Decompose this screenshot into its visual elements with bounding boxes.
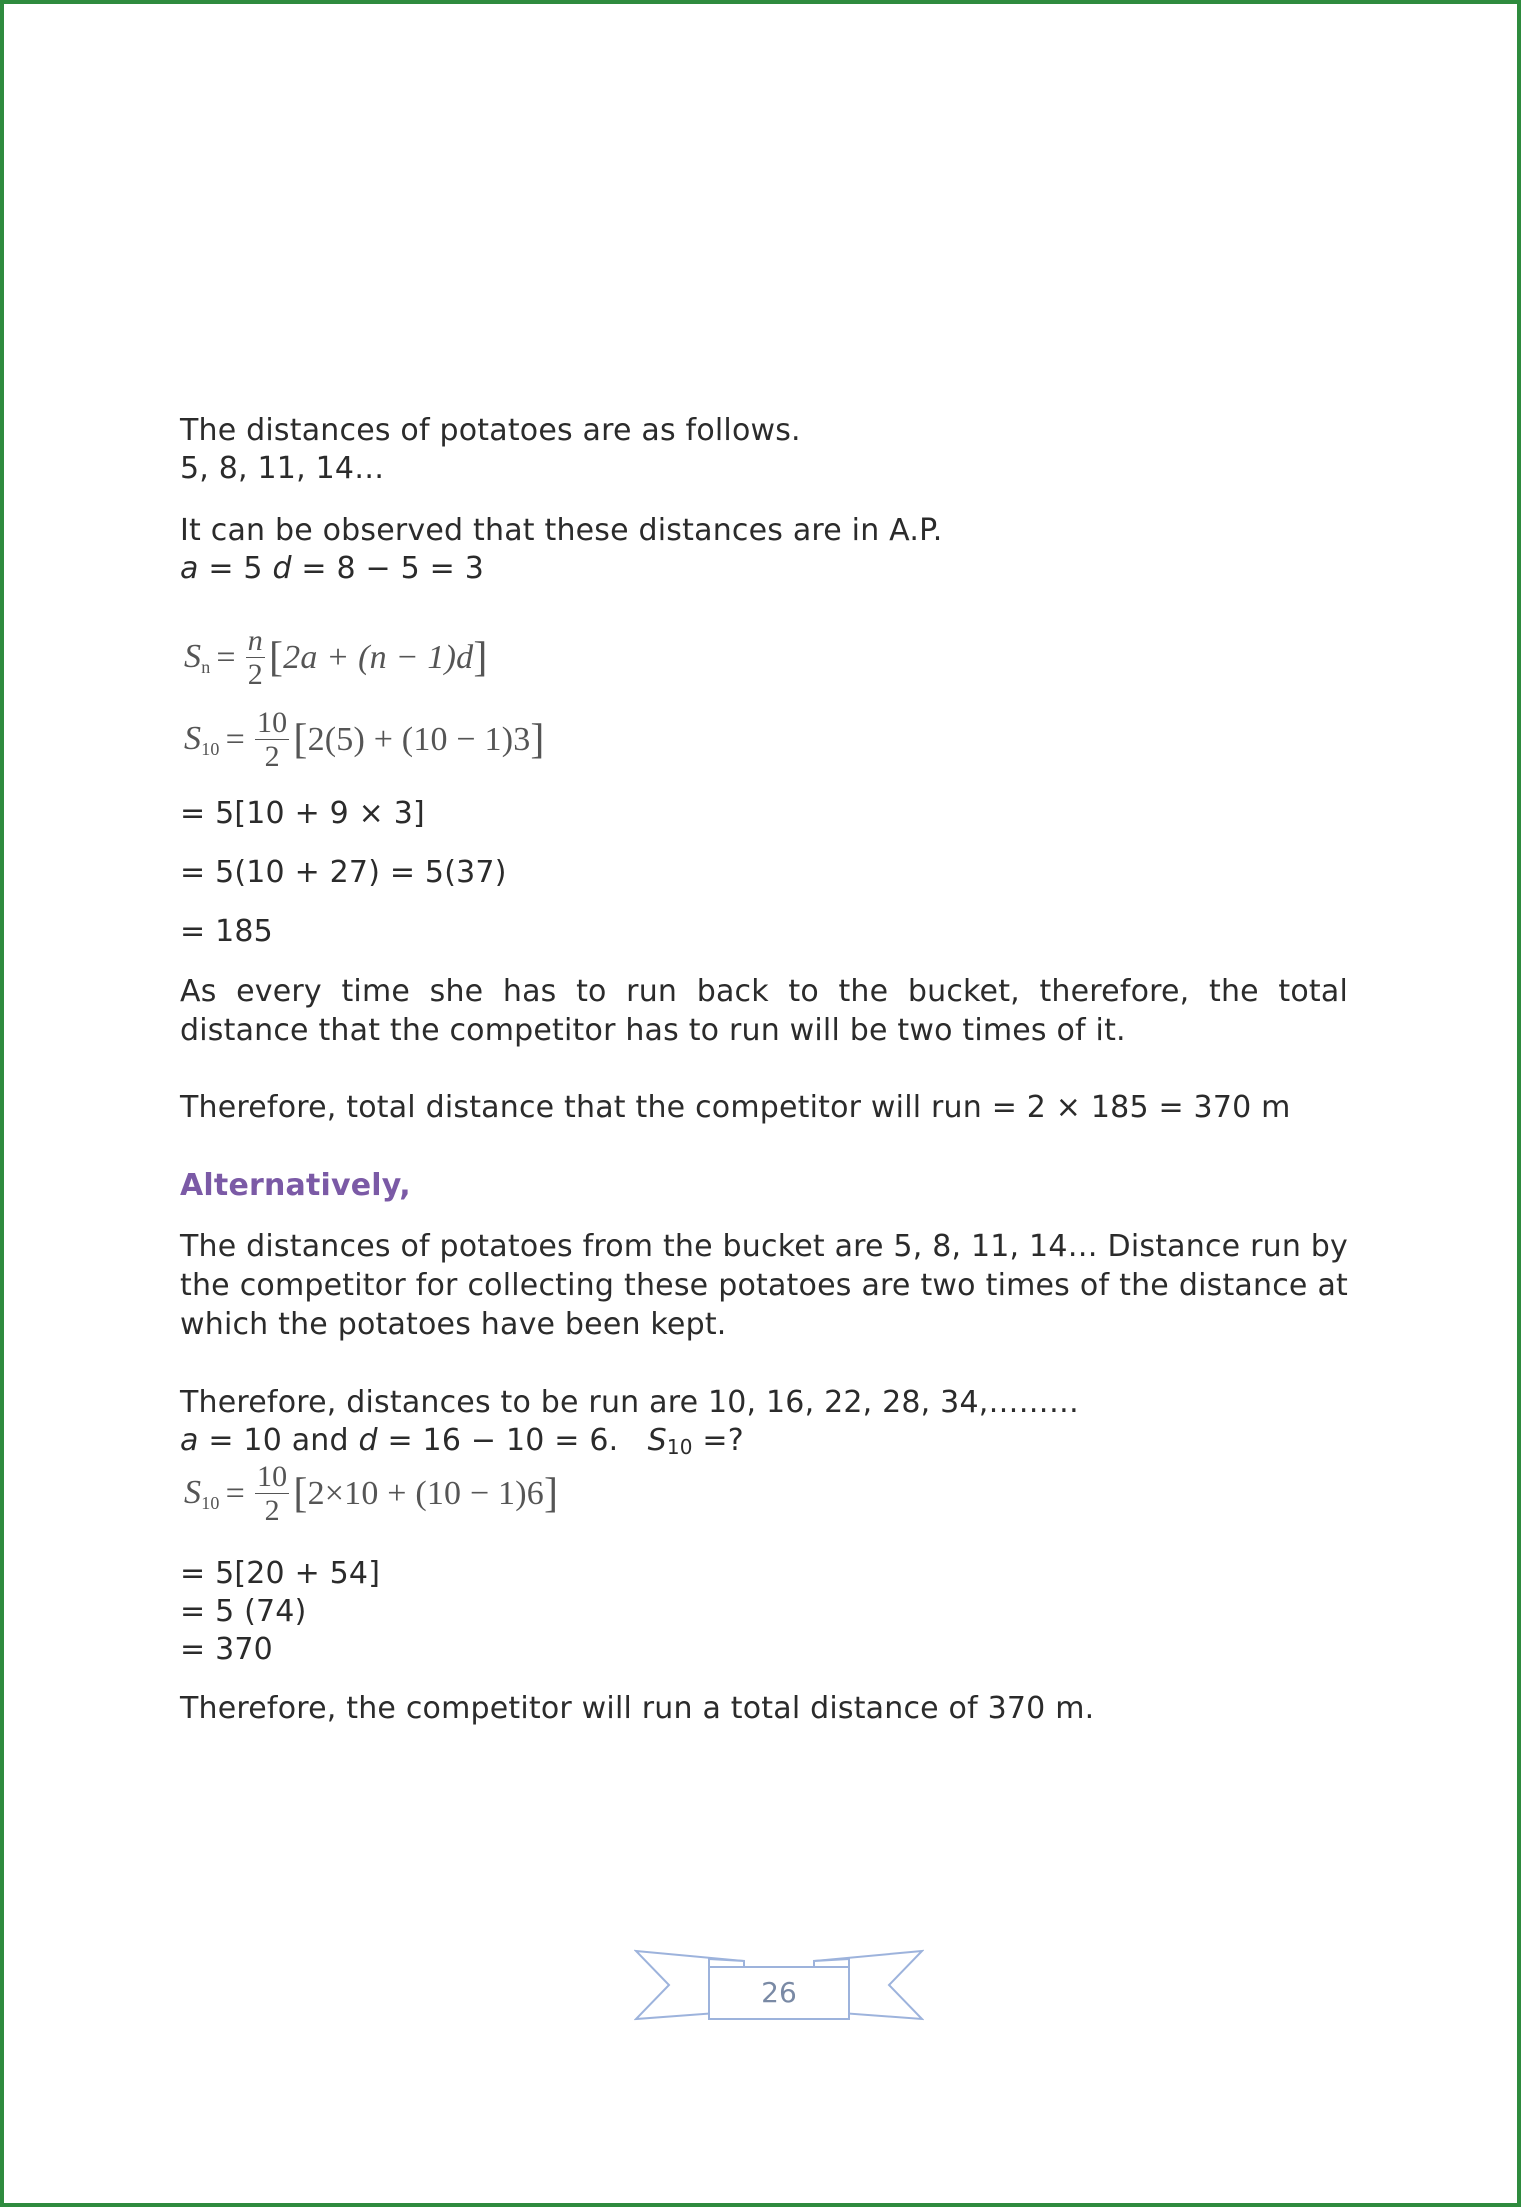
run-distances-text: Therefore, distances to be run are 10, 16, 22, 28, 34,……… <box>180 1385 1080 1420</box>
observation-text: It can be observed that these distances are in A.P. <box>180 513 943 548</box>
sequence-text: 5, 8, 11, 14… <box>180 451 385 486</box>
fraction: $\frac{n}{2}$ <box>247 624 263 691</box>
sum-formula-s10-first: $S_{10}$ = $\frac{10}{2}$ [ 2(5) + (10 − 1)3 ] <box>184 706 545 773</box>
var-a: a <box>180 551 199 586</box>
intro-text: The distances of potatoes are as follows. <box>180 413 801 448</box>
step-line: = 5[10 + 9 × 3] <box>180 796 425 831</box>
sum-formula-s10-second: $S_{10}$ = $\frac{10}{2}$ [ 2×10 + (10 − 1)6 ] <box>184 1460 559 1527</box>
d-value: = 8 − 5 = 3 <box>291 551 484 586</box>
step-line: = 370 <box>180 1632 273 1667</box>
step-line: = 5(10 + 27) = 5(37) <box>180 855 507 890</box>
var-d: d <box>272 551 292 586</box>
sum-formula-general: $S_n$ = $\frac{n}{2}$ [ 2a + (n − 1)d ] <box>184 624 488 691</box>
page-number: 26 <box>761 1976 797 2009</box>
alternative-paragraph: The distances of potatoes from the bucket are 5, 8, 11, 14… Distance run by the competitor for collecting these potatoes are two times of the distance at which the potatoes have been kept. <box>180 1229 1348 1342</box>
run-back-paragraph: As every time she has to run back to the bucket, therefore, the total distance that the competitor has to run will be two times of it. <box>180 974 1348 1048</box>
a-value: = 5 <box>198 551 273 586</box>
step-line: = 185 <box>180 914 273 949</box>
alternatively-heading: Alternatively, <box>180 1168 411 1203</box>
step-line: = 5 (74) <box>180 1594 307 1629</box>
a-d-values <box>180 550 484 588</box>
a-d-values-second: a = 10 and d = 16 − 10 = 6. $S_{10}$ =? <box>180 1423 744 1459</box>
fraction: $\frac{10}{2}$ <box>256 706 288 773</box>
step-line: = 5[20 + 54] <box>180 1556 381 1591</box>
fraction: $\frac{10}{2}$ <box>256 1460 288 1527</box>
conclusion-text: Therefore, the competitor will run a total distance of 370 m. <box>180 1691 1095 1726</box>
total-distance-first: Therefore, total distance that the competitor will run = 2 × 185 = 370 m <box>180 1090 1291 1125</box>
